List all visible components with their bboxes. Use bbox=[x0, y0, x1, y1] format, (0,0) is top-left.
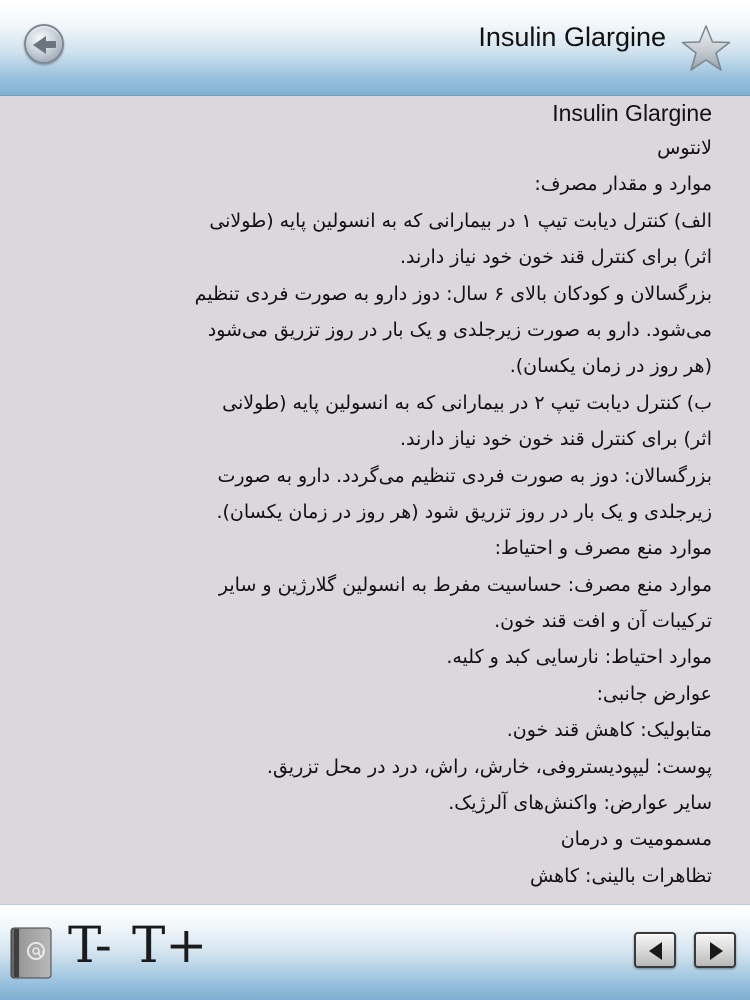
text-line: (هر روز در زمان یکسان). bbox=[509, 355, 712, 378]
star-icon[interactable] bbox=[680, 24, 732, 74]
text-line: زیرجلدی و یک بار در روز تزریق شود (هر روز در زمان یکسان). bbox=[216, 500, 712, 523]
text-line: تظاهرات بالینی: کاهش bbox=[529, 864, 712, 887]
font-decrease-button[interactable]: T- bbox=[68, 916, 112, 974]
address-book-icon[interactable] bbox=[10, 927, 52, 979]
text-line: موارد احتیاط: نارسایی کبد و کلیه. bbox=[446, 646, 712, 669]
text-line: لانتوس bbox=[657, 137, 712, 159]
next-icon bbox=[710, 942, 723, 960]
text-line: بزرگسالان و کودکان بالای ۶ سال: دوز دارو به صورت فردی تنظیم bbox=[194, 282, 712, 305]
text-line: بزرگسالان: دوز به صورت فردی تنظیم می‌گردد. دارو به صورت bbox=[217, 464, 712, 487]
previous-icon bbox=[649, 942, 662, 960]
text-line: اثر) برای کنترل قند خون خود نیاز دارند. bbox=[400, 246, 712, 269]
text-line: مسمومیت و درمان bbox=[560, 828, 712, 851]
top-toolbar bbox=[0, 0, 750, 96]
drug-description bbox=[72, 130, 712, 894]
text-line: اثر) برای کنترل قند خون خود نیاز دارند. bbox=[400, 428, 712, 451]
drug-content[interactable] bbox=[0, 96, 750, 904]
text-line: متابولیک: کاهش قند خون. bbox=[506, 719, 712, 742]
bottom-toolbar bbox=[0, 904, 750, 1000]
text-line: موارد منع مصرف: حساسیت مفرط به انسولین گلارژین و سایر bbox=[218, 573, 712, 596]
back-button[interactable] bbox=[24, 24, 64, 64]
drug-name-heading: Insulin Glargine bbox=[552, 100, 712, 126]
font-increase-button[interactable]: T+ bbox=[132, 916, 208, 974]
text-line: سایر عوارض: واکنش‌های آلرژیک. bbox=[448, 792, 712, 815]
text-line: پوست: لیپودیستروفی، خارش، راش، درد در محل تزریق. bbox=[266, 755, 712, 778]
text-line: ترکیبات آن و افت قند خون. bbox=[494, 610, 712, 633]
previous-button[interactable] bbox=[634, 932, 676, 968]
text-line: الف) کنترل دیابت تیپ ۱ در بیمارانی که به انسولین پایه (طولانی bbox=[209, 209, 712, 232]
next-button[interactable] bbox=[694, 932, 736, 968]
text-line: موارد و مقدار مصرف: bbox=[534, 173, 712, 196]
text-line: می‌شود. دارو به صورت زیرجلدی و یک بار در روز تزریق می‌شود bbox=[207, 318, 712, 341]
text-line: موارد منع مصرف و احتیاط: bbox=[494, 537, 712, 560]
text-line: عوارض جانبی: bbox=[596, 682, 712, 705]
page-title: Insulin Glargine bbox=[478, 22, 666, 52]
text-line: ب) کنترل دیابت تیپ ۲ در بیمارانی که به انسولین پایه (طولانی bbox=[222, 391, 712, 414]
